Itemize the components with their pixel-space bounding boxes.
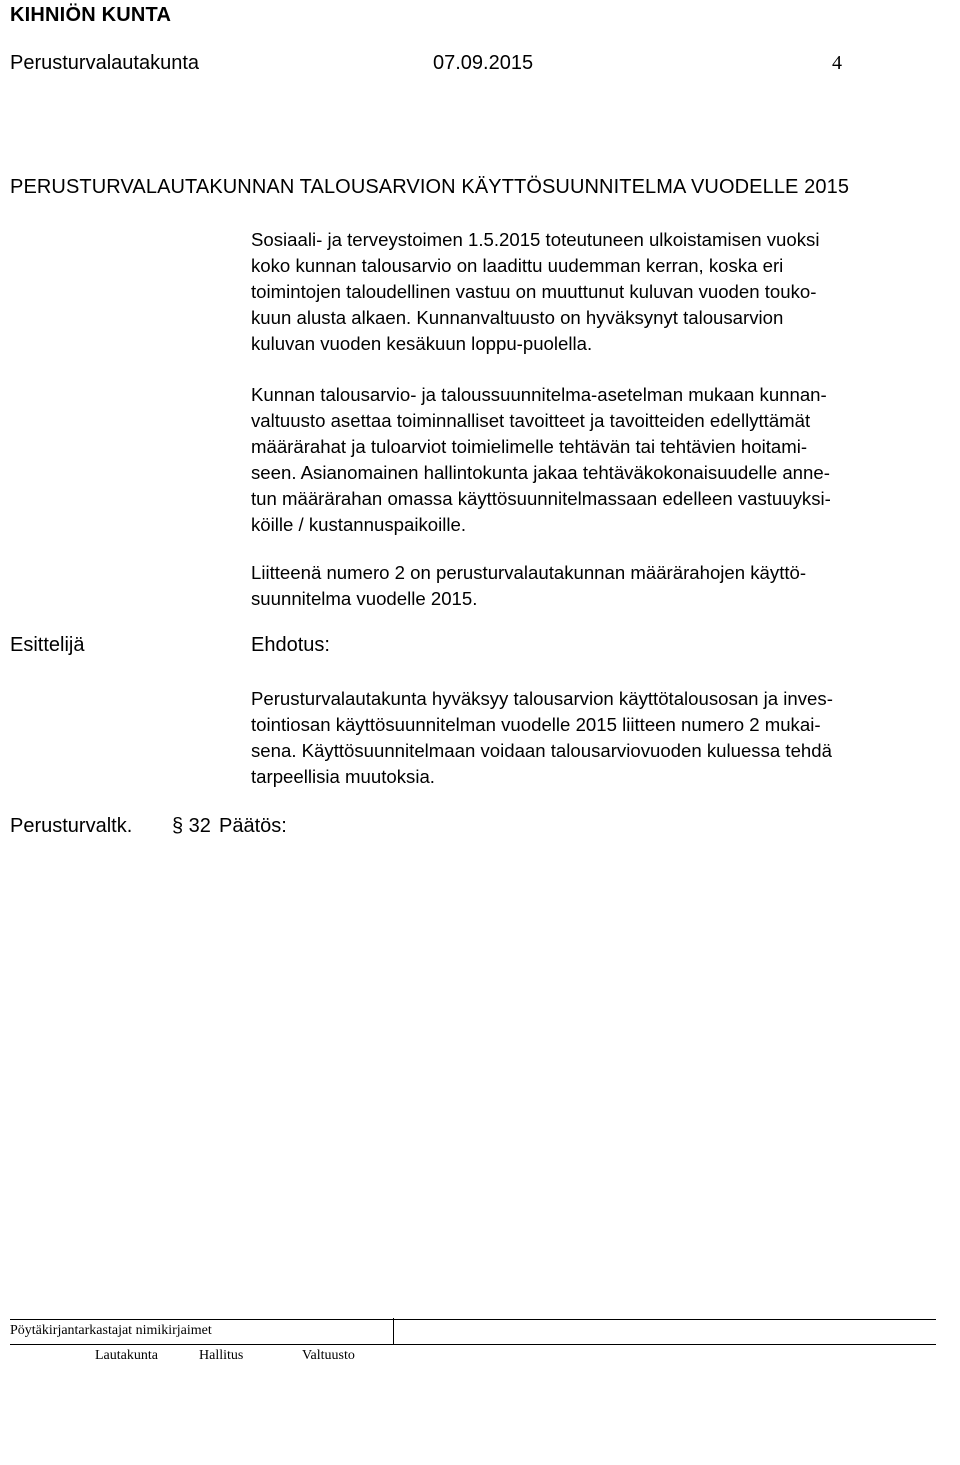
paragraph-3: [251, 560, 806, 612]
presenter-label: Esittelijä: [10, 634, 85, 656]
paragraph-4-line: tarpeellisia muutoksia.: [251, 766, 435, 787]
paragraph-1-line: kuun alusta alkaen. Kunnanvaltuusto on hyväksynyt talousarvion: [251, 307, 784, 328]
paragraph-2: [251, 382, 831, 538]
decision-label: Päätös:: [219, 815, 287, 837]
signature-divider: [10, 1344, 936, 1345]
paragraph-2-line: seen. Asianomainen hallintokunta jakaa tehtäväkokonaisuudelle anne-: [251, 462, 830, 483]
paragraph-3-line: Liitteenä numero 2 on perusturvalautakunnan määrärahojen käyttö-: [251, 562, 807, 583]
paragraph-3-line: suunnitelma vuodelle 2015.: [251, 588, 478, 609]
footer-rule: [10, 1319, 936, 1320]
organization-name: KIHNIÖN KUNTA: [10, 4, 172, 26]
paragraph-1-line: toimintojen taloudellinen vastuu on muuttunut kuluvan vuoden touko-: [251, 281, 817, 302]
paragraph-4-line: sena. Käyttösuunnitelmaan voidaan talousarviovuoden kuluessa tehdä: [251, 740, 832, 761]
paragraph-1-line: Sosiaali- ja terveystoimen 1.5.2015 toteutuneen ulkoistamisen vuoksi: [251, 229, 820, 250]
meeting-date: 07.09.2015: [433, 52, 534, 74]
paragraph-1-line: kuluvan vuoden kesäkuun loppu-puolella.: [251, 333, 593, 354]
proposal-label: Ehdotus:: [251, 634, 330, 656]
signature-column-valtuusto: Valtuusto: [302, 1348, 355, 1363]
paragraph-4: [251, 686, 833, 790]
paragraph-1-line: koko kunnan talousarvio on laadittu uudemman kerran, koska eri: [251, 255, 784, 276]
paragraph-2-line: määrärahat ja tuloarviot toimielimelle tehtävän tai tehtävien hoitami-: [251, 436, 808, 457]
paragraph-1: [251, 227, 819, 357]
paragraph-4-line: Perusturvalautakunta hyväksyy talousarvion käyttötalousosan ja inves-: [251, 688, 833, 709]
board-name: Perusturvalautakunta: [10, 52, 200, 74]
paragraph-2-line: Kunnan talousarvio- ja taloussuunnitelma-asetelman mukaan kunnan-: [251, 384, 827, 405]
section-number: § 32: [172, 815, 211, 837]
signature-column-lautakunta: Lautakunta: [95, 1348, 158, 1363]
paragraph-2-line: tun määrärahan omassa käyttösuunnitelmassaan edelleen vastuuyksi-: [251, 488, 831, 509]
signature-title: Pöytäkirjantarkastajat nimikirjaimet: [10, 1323, 212, 1338]
section-reference: Perusturvaltk.: [10, 815, 133, 837]
signature-column-hallitus: Hallitus: [199, 1348, 244, 1363]
paragraph-4-line: tointiosan käyttösuunnitelman vuodelle 2015 liitteen numero 2 mukai-: [251, 714, 821, 735]
page-number: 4: [832, 52, 842, 74]
paragraph-2-line: valtuusto asettaa toiminnalliset tavoitteet ja tavoitteiden edellyttämät: [251, 410, 811, 431]
section-title: PERUSTURVALAUTAKUNNAN TALOUSARVION KÄYTTÖSUUNNITELMA VUODELLE 2015: [10, 176, 850, 198]
signature-cell: [393, 1318, 936, 1344]
paragraph-2-line: köille / kustannuspaikoille.: [251, 514, 466, 535]
